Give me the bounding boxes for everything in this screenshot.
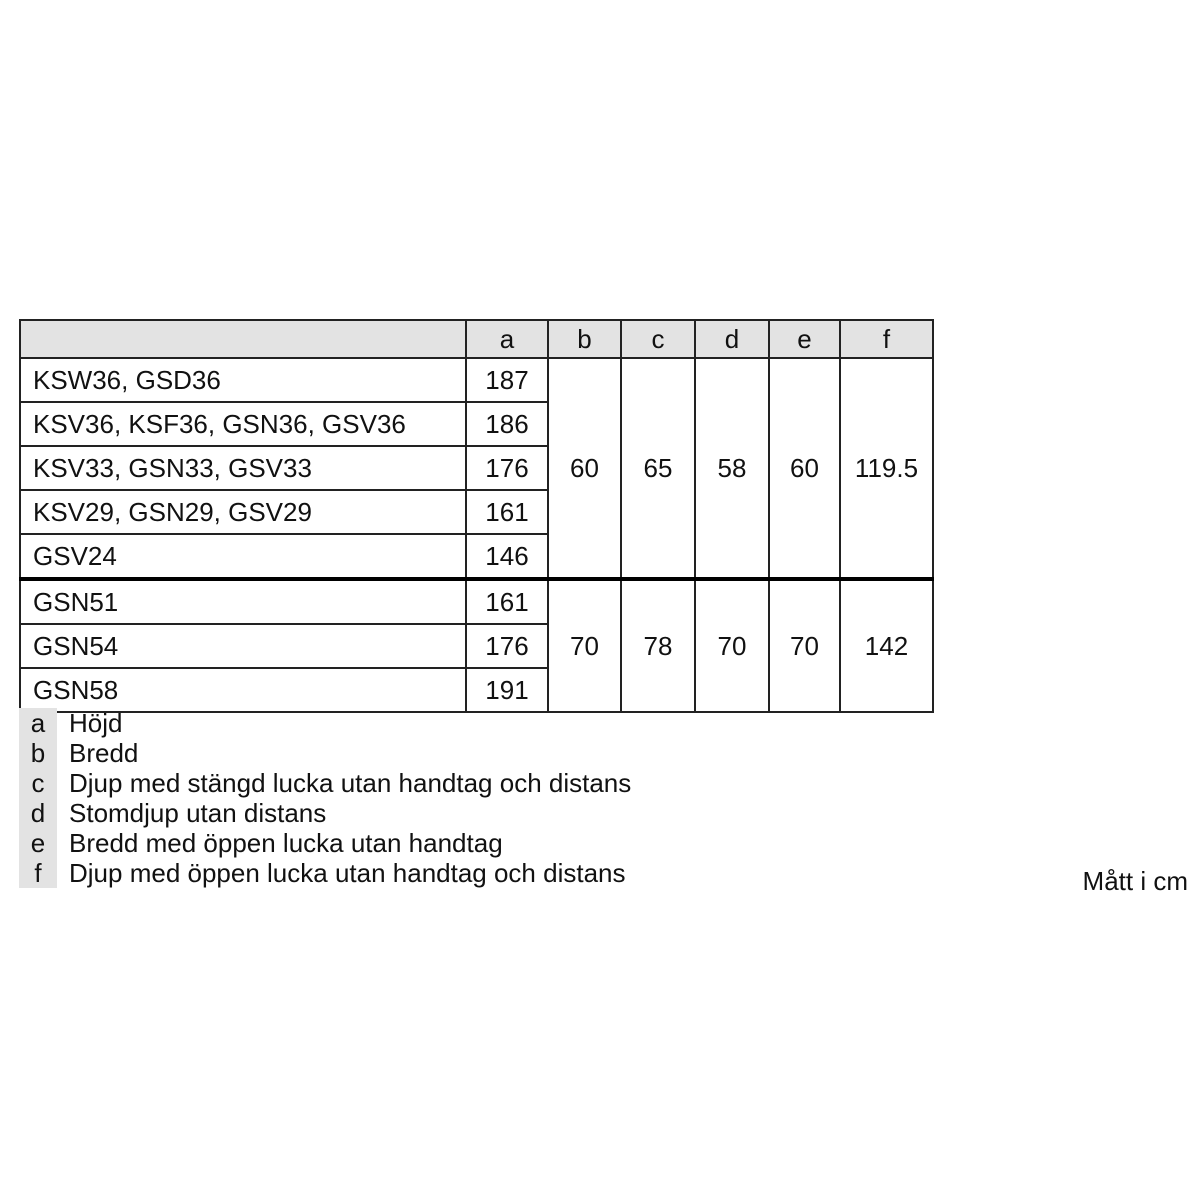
width-open-cell: 70: [769, 579, 840, 712]
model-cell: KSV36, KSF36, GSN36, GSV36: [20, 402, 466, 446]
height-cell: 187: [466, 358, 548, 402]
body-depth-cell: 58: [695, 358, 769, 579]
table-row: [20, 579, 933, 624]
depth-closed-cell: 65: [621, 358, 695, 579]
height-cell: 161: [466, 490, 548, 534]
legend-text: Stomdjup utan distans: [69, 798, 327, 828]
model-cell: KSV29, GSN29, GSV29: [20, 490, 466, 534]
header-c: c: [621, 320, 695, 358]
model-cell: GSN51: [20, 579, 466, 624]
header-row: [20, 320, 933, 358]
body-depth-cell: 70: [695, 579, 769, 712]
dimensions-table: [19, 319, 934, 713]
header-d: d: [695, 320, 769, 358]
model-cell: GSN54: [20, 624, 466, 668]
header-e: e: [769, 320, 840, 358]
legend-text: Bredd: [69, 738, 139, 768]
legend-item: [19, 738, 631, 768]
legend: [19, 708, 631, 888]
height-cell: 176: [466, 446, 548, 490]
legend-item: [19, 768, 631, 798]
legend-item: [19, 858, 631, 888]
legend-letter: b: [19, 738, 57, 768]
width-cell: 70: [548, 579, 621, 712]
height-cell: 186: [466, 402, 548, 446]
legend-letter: a: [19, 708, 57, 738]
legend-text: Höjd: [69, 708, 123, 738]
header-model: [20, 320, 466, 358]
legend-text: Bredd med öppen lucka utan handtag: [69, 828, 503, 858]
height-cell: 176: [466, 624, 548, 668]
unit-note: Mått i cm: [1082, 866, 1188, 896]
legend-item: [19, 828, 631, 858]
model-cell: GSV24: [20, 534, 466, 579]
width-open-cell: 60: [769, 358, 840, 579]
model-cell: GSN58: [20, 668, 466, 712]
model-cell: KSW36, GSD36: [20, 358, 466, 402]
legend-letter: f: [19, 858, 57, 888]
depth-open-cell: 119.5: [840, 358, 933, 579]
legend-letter: e: [19, 828, 57, 858]
legend-letter: c: [19, 768, 57, 798]
depth-open-cell: 142: [840, 579, 933, 712]
height-cell: 161: [466, 579, 548, 624]
legend-text: Djup med öppen lucka utan handtag och distans: [69, 858, 626, 888]
width-cell: 60: [548, 358, 621, 579]
header-b: b: [548, 320, 621, 358]
header-a: a: [466, 320, 548, 358]
table-row: [20, 358, 933, 402]
model-cell: KSV33, GSN33, GSV33: [20, 446, 466, 490]
height-cell: 191: [466, 668, 548, 712]
legend-item: [19, 798, 631, 828]
depth-closed-cell: 78: [621, 579, 695, 712]
legend-letter: d: [19, 798, 57, 828]
header-f: f: [840, 320, 933, 358]
legend-text: Djup med stängd lucka utan handtag och distans: [69, 768, 632, 798]
legend-item: [19, 708, 631, 738]
height-cell: 146: [466, 534, 548, 579]
